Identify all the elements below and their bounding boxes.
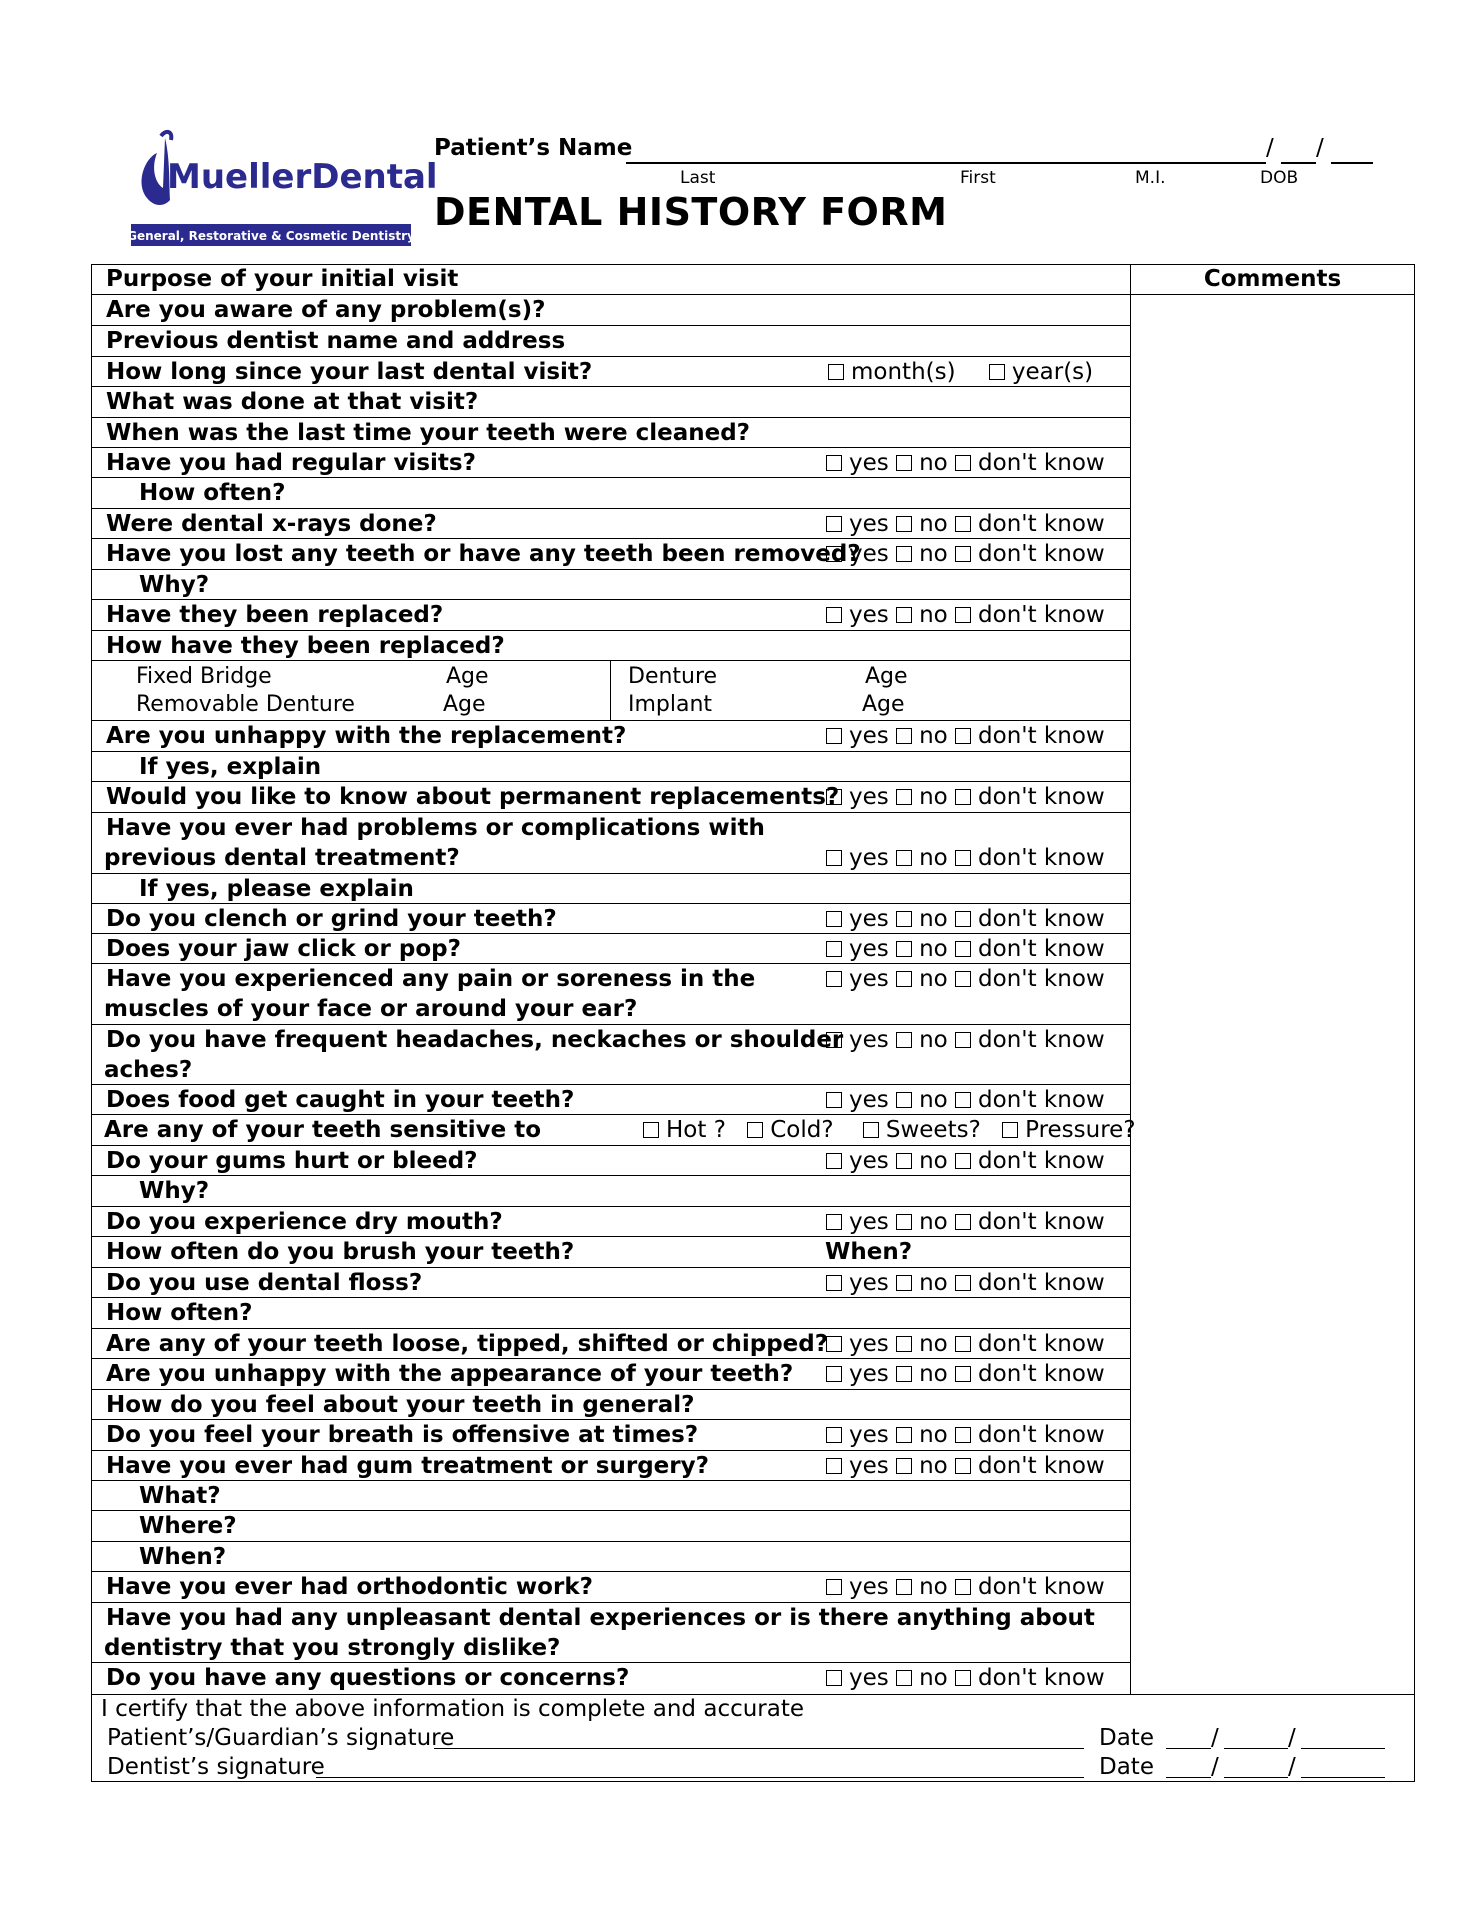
yes-checkbox[interactable] xyxy=(826,1032,842,1048)
yes-no-dontknow-group xyxy=(826,1451,1105,1481)
patient-date-month[interactable] xyxy=(1166,1748,1211,1749)
question-label: Do you clench or grind your teeth? xyxy=(106,906,557,932)
dentist-signature-label: Dentist’s signature xyxy=(107,1754,325,1780)
no-label: no xyxy=(919,450,948,476)
dont-know-checkbox[interactable] xyxy=(955,850,971,866)
question-label: Have you ever had gum treatment or surgery? xyxy=(106,1453,709,1479)
yes-label: yes xyxy=(849,602,889,628)
question-label: Previous dentist name and address xyxy=(106,328,566,354)
duration-options xyxy=(828,357,1093,387)
no-label: no xyxy=(919,1331,948,1357)
dentist-date-day[interactable] xyxy=(1224,1777,1288,1778)
dont-know-checkbox[interactable] xyxy=(955,516,971,532)
question-row xyxy=(91,478,1130,509)
yes-no-dontknow-group xyxy=(826,1146,1105,1176)
no-checkbox[interactable] xyxy=(896,1366,912,1382)
yes-checkbox[interactable] xyxy=(826,1366,842,1382)
no-label: no xyxy=(919,1027,948,1053)
dont-know-label: don't know xyxy=(978,1331,1105,1357)
dont-know-checkbox[interactable] xyxy=(955,941,971,957)
yes-label: yes xyxy=(849,450,889,476)
yes-checkbox[interactable] xyxy=(826,1153,842,1169)
no-checkbox[interactable] xyxy=(896,1336,912,1352)
dont-know-checkbox[interactable] xyxy=(955,607,971,623)
yes-checkbox[interactable] xyxy=(826,455,842,471)
no-checkbox[interactable] xyxy=(896,941,912,957)
no-label: no xyxy=(919,1209,948,1235)
yes-label: yes xyxy=(849,966,889,992)
mueller-dental-logo xyxy=(125,128,438,246)
question-label: How often do you brush your teeth? xyxy=(106,1239,575,1265)
sweets-checkbox[interactable] xyxy=(863,1122,879,1138)
logo-wordmark: MuellerDental xyxy=(167,157,438,197)
yes-label: yes xyxy=(849,936,889,962)
pressure-label: Pressure? xyxy=(1025,1117,1136,1143)
sub-label-first: First xyxy=(960,168,996,188)
question-row xyxy=(91,1176,1130,1207)
dont-know-checkbox[interactable] xyxy=(955,728,971,744)
yes-checkbox[interactable] xyxy=(826,516,842,532)
question-label-cont: previous dental treatment? xyxy=(104,845,460,871)
question-row xyxy=(91,448,1130,478)
yes-label: yes xyxy=(849,1270,889,1296)
no-checkbox[interactable] xyxy=(896,546,912,562)
dont-know-label: don't know xyxy=(978,1453,1105,1479)
age-label: Age xyxy=(446,664,489,689)
dont-know-checkbox[interactable] xyxy=(955,1214,971,1230)
no-checkbox[interactable] xyxy=(896,789,912,805)
question-label: How often? xyxy=(106,1300,253,1326)
patient-signature-field[interactable] xyxy=(434,1748,1084,1749)
dob-slash-1: / xyxy=(1266,135,1274,161)
yes-no-dontknow-group xyxy=(826,1268,1105,1298)
dentist-date-year[interactable] xyxy=(1301,1777,1385,1778)
question-label: Have you ever had problems or complications with xyxy=(106,815,765,841)
month-label: month(s) xyxy=(851,359,956,385)
dob-year-field[interactable] xyxy=(1331,162,1373,164)
no-checkbox[interactable] xyxy=(896,971,912,987)
form-title: DENTAL HISTORY FORM xyxy=(434,190,948,234)
yes-no-dontknow-group xyxy=(826,1207,1105,1237)
question-row xyxy=(91,539,1130,570)
question-label: Do you feel your breath is offensive at times? xyxy=(106,1422,699,1448)
question-label: Do you use dental floss? xyxy=(106,1270,423,1296)
yes-no-dontknow-group xyxy=(826,1420,1105,1450)
replacement-divider xyxy=(610,661,611,721)
question-row xyxy=(91,1146,1130,1176)
yes-no-dontknow-group xyxy=(826,1663,1105,1693)
question-row xyxy=(91,264,1130,295)
no-label: no xyxy=(919,1665,948,1691)
no-checkbox[interactable] xyxy=(896,607,912,623)
question-label: Would you like to know about permanent replacements? xyxy=(106,784,840,810)
yes-label: yes xyxy=(849,511,889,537)
patient-name-label: Patient’s Name xyxy=(434,135,633,161)
yes-no-dontknow-group xyxy=(826,843,1105,873)
yes-no-dontknow-group xyxy=(826,1329,1105,1359)
yes-checkbox[interactable] xyxy=(826,911,842,927)
yes-no-dontknow-group xyxy=(826,539,1105,569)
question-label: When? xyxy=(139,1544,227,1570)
question-label: Do your gums hurt or bleed? xyxy=(106,1148,478,1174)
yes-no-dontknow-group xyxy=(826,600,1105,630)
question-label: What was done at that visit? xyxy=(106,389,479,415)
no-checkbox[interactable] xyxy=(896,455,912,471)
patient-date-day[interactable] xyxy=(1224,1748,1288,1749)
no-label: no xyxy=(919,1422,948,1448)
yes-label: yes xyxy=(849,1027,889,1053)
certify-statement: I certify that the above information is complete and accurate xyxy=(101,1696,805,1722)
age-label: Age xyxy=(443,692,486,717)
dont-know-checkbox[interactable] xyxy=(955,1366,971,1382)
yes-checkbox[interactable] xyxy=(826,1458,842,1474)
dont-know-label: don't know xyxy=(978,936,1105,962)
question-row xyxy=(91,357,1130,387)
no-label: no xyxy=(919,966,948,992)
question-label: Purpose of your initial visit xyxy=(106,266,459,292)
no-checkbox[interactable] xyxy=(896,516,912,532)
yes-checkbox[interactable] xyxy=(826,850,842,866)
yes-checkbox[interactable] xyxy=(826,1427,842,1443)
question-label: Are any of your teeth loose, tipped, shifted or chipped? xyxy=(106,1331,829,1357)
question-row xyxy=(91,1237,1130,1268)
question-label: Do you experience dry mouth? xyxy=(106,1209,503,1235)
yes-label: yes xyxy=(849,1361,889,1387)
question-label: How do you feel about your teeth in general? xyxy=(106,1392,695,1418)
question-row xyxy=(91,1451,1130,1481)
question-row xyxy=(91,570,1130,600)
yes-no-dontknow-group xyxy=(826,1572,1105,1602)
question-row xyxy=(91,1390,1130,1420)
question-label: Do you have frequent headaches, neckaches or shoulder xyxy=(106,1027,844,1053)
question-row xyxy=(91,509,1130,539)
yes-checkbox[interactable] xyxy=(826,1336,842,1352)
yes-checkbox[interactable] xyxy=(826,546,842,562)
dentist-signature-field[interactable] xyxy=(316,1777,1084,1778)
yes-label: yes xyxy=(849,1087,889,1113)
dont-know-label: don't know xyxy=(978,602,1105,628)
yes-label: yes xyxy=(849,1422,889,1448)
question-row xyxy=(91,600,1130,631)
question-row xyxy=(91,1572,1130,1603)
question-label: Why? xyxy=(139,572,210,598)
yes-no-dontknow-group xyxy=(826,782,1105,812)
yes-checkbox[interactable] xyxy=(826,1214,842,1230)
no-checkbox[interactable] xyxy=(896,1275,912,1291)
dob-day-field[interactable] xyxy=(1281,162,1316,164)
question-row xyxy=(91,721,1130,752)
no-checkbox[interactable] xyxy=(896,1214,912,1230)
comments-column-divider xyxy=(1130,264,1131,1694)
question-label: How have they been replaced? xyxy=(106,633,505,659)
dont-know-label: don't know xyxy=(978,450,1105,476)
question-label: If yes, explain xyxy=(139,754,322,780)
yes-no-dontknow-group xyxy=(826,509,1105,539)
dont-know-label: don't know xyxy=(978,1574,1105,1600)
yes-no-dontknow-group xyxy=(826,964,1105,994)
question-row xyxy=(91,1511,1130,1542)
patient-signature-label: Patient’s/Guardian’s signature xyxy=(107,1725,455,1751)
question-label: Do you have any questions or concerns? xyxy=(106,1665,630,1691)
yes-checkbox[interactable] xyxy=(826,1092,842,1108)
question-row xyxy=(91,1542,1130,1572)
fixed-bridge-label: Fixed Bridge xyxy=(136,664,272,689)
patient-name-field[interactable] xyxy=(626,162,1266,164)
yes-label: yes xyxy=(849,845,889,871)
dont-know-label: don't know xyxy=(978,784,1105,810)
dont-know-checkbox[interactable] xyxy=(955,1153,971,1169)
question-row xyxy=(91,1025,1130,1085)
date-slash: / xyxy=(1288,1725,1296,1751)
question-label: What? xyxy=(139,1483,221,1509)
year-checkbox[interactable] xyxy=(989,364,1005,380)
dentist-date-month[interactable] xyxy=(1166,1777,1211,1778)
question-row xyxy=(91,1420,1130,1451)
question-label-cont: dentistry that you strongly dislike? xyxy=(104,1635,561,1661)
hot-label: Hot ? xyxy=(666,1117,726,1143)
no-label: no xyxy=(919,784,948,810)
implant-label: Implant xyxy=(628,692,713,717)
no-checkbox[interactable] xyxy=(896,1670,912,1686)
month-checkbox[interactable] xyxy=(828,364,844,380)
logo-tagline: General, Restorative & Cosmetic Dentistry xyxy=(127,229,415,243)
sensitivity-options xyxy=(643,1115,1136,1145)
no-label: no xyxy=(919,723,948,749)
dont-know-checkbox[interactable] xyxy=(955,1670,971,1686)
question-row xyxy=(91,752,1130,782)
dont-know-checkbox[interactable] xyxy=(955,1032,971,1048)
no-checkbox[interactable] xyxy=(896,850,912,866)
dont-know-label: don't know xyxy=(978,1361,1105,1387)
yes-checkbox[interactable] xyxy=(826,789,842,805)
yes-checkbox[interactable] xyxy=(826,1275,842,1291)
replacement-type-row xyxy=(91,661,1130,721)
question-label: Have you had any unpleasant dental experiences or is there anything about xyxy=(106,1605,1095,1631)
logo-graphic xyxy=(125,128,438,246)
question-label: Are you unhappy with the appearance of your teeth? xyxy=(106,1361,794,1387)
question-label: Have you experienced any pain or soreness in the xyxy=(106,966,756,992)
question-label: Where? xyxy=(139,1513,237,1539)
question-row xyxy=(91,326,1130,357)
dont-know-checkbox[interactable] xyxy=(955,1458,971,1474)
dont-know-label: don't know xyxy=(978,541,1105,567)
no-label: no xyxy=(919,1270,948,1296)
dont-know-label: don't know xyxy=(978,1209,1105,1235)
brush-when-label: When? xyxy=(825,1239,913,1265)
question-row xyxy=(91,631,1130,661)
question-row xyxy=(91,1603,1130,1663)
no-label: no xyxy=(919,936,948,962)
question-label: Are you unhappy with the replacement? xyxy=(106,723,627,749)
dont-know-label: don't know xyxy=(978,1665,1105,1691)
question-label: Are any of your teeth sensitive to xyxy=(104,1117,542,1143)
patient-date-year[interactable] xyxy=(1301,1748,1385,1749)
question-row xyxy=(91,387,1130,418)
no-label: no xyxy=(919,1087,948,1113)
question-label: Have you ever had orthodontic work? xyxy=(106,1574,593,1600)
dont-know-label: don't know xyxy=(978,723,1105,749)
pressure-checkbox[interactable] xyxy=(1002,1122,1018,1138)
cold-label: Cold? xyxy=(770,1117,834,1143)
no-label: no xyxy=(919,1453,948,1479)
question-label: Have they been replaced? xyxy=(106,602,444,628)
question-label: Are you aware of any problem(s)? xyxy=(106,297,546,323)
no-label: no xyxy=(919,1148,948,1174)
patient-date-label: Date xyxy=(1099,1725,1154,1751)
question-row xyxy=(91,874,1130,904)
yes-checkbox[interactable] xyxy=(826,1670,842,1686)
dont-know-checkbox[interactable] xyxy=(955,1579,971,1595)
dont-know-label: don't know xyxy=(978,966,1105,992)
question-label: Have you had regular visits? xyxy=(106,450,476,476)
dont-know-checkbox[interactable] xyxy=(955,455,971,471)
comments-header: Comments xyxy=(1130,264,1415,295)
question-row xyxy=(91,934,1130,964)
date-slash: / xyxy=(1211,1725,1219,1751)
question-row xyxy=(91,1115,1136,1146)
question-row xyxy=(91,418,1130,448)
yes-no-dontknow-group xyxy=(826,1359,1105,1389)
yes-checkbox[interactable] xyxy=(826,941,842,957)
removable-denture-label: Removable Denture xyxy=(136,692,355,717)
dentist-date-label: Date xyxy=(1099,1754,1154,1780)
certification-section xyxy=(91,1694,1415,1782)
yes-label: yes xyxy=(849,1209,889,1235)
yes-no-dontknow-group xyxy=(826,1085,1105,1115)
yes-checkbox[interactable] xyxy=(826,971,842,987)
dont-know-label: don't know xyxy=(978,1087,1105,1113)
no-checkbox[interactable] xyxy=(896,728,912,744)
question-row xyxy=(91,964,1130,1025)
yes-no-dontknow-group xyxy=(826,448,1105,478)
question-row xyxy=(91,1207,1130,1237)
question-row xyxy=(91,1329,1130,1359)
question-row xyxy=(91,782,1130,813)
no-checkbox[interactable] xyxy=(896,1427,912,1443)
no-label: no xyxy=(919,1361,948,1387)
date-slash: / xyxy=(1211,1754,1219,1780)
no-checkbox[interactable] xyxy=(896,1579,912,1595)
question-label: Does your jaw click or pop? xyxy=(106,936,461,962)
yes-label: yes xyxy=(849,906,889,932)
no-label: no xyxy=(919,602,948,628)
question-label: Have you lost any teeth or have any teeth been removed? xyxy=(106,541,861,567)
dont-know-checkbox[interactable] xyxy=(955,1336,971,1352)
question-row xyxy=(91,295,1130,326)
dont-know-checkbox[interactable] xyxy=(955,911,971,927)
sub-label-dob: DOB xyxy=(1260,168,1299,188)
yes-no-dontknow-group xyxy=(826,934,1105,964)
no-checkbox[interactable] xyxy=(896,1153,912,1169)
yes-label: yes xyxy=(849,1331,889,1357)
dont-know-label: don't know xyxy=(978,1027,1105,1053)
no-label: no xyxy=(919,541,948,567)
dont-know-label: don't know xyxy=(978,906,1105,932)
dob-slash-2: / xyxy=(1316,135,1324,161)
question-label: Were dental x-rays done? xyxy=(106,511,437,537)
question-row xyxy=(91,904,1130,934)
dont-know-checkbox[interactable] xyxy=(955,1092,971,1108)
question-row xyxy=(91,1268,1130,1298)
yes-label: yes xyxy=(849,1665,889,1691)
no-label: no xyxy=(919,906,948,932)
question-label: If yes, please explain xyxy=(139,876,414,902)
question-row xyxy=(91,813,1130,874)
dont-know-checkbox[interactable] xyxy=(955,789,971,805)
yes-label: yes xyxy=(849,541,889,567)
sub-label-mi: M.I. xyxy=(1135,168,1166,188)
question-label: Does food get caught in your teeth? xyxy=(106,1087,575,1113)
question-row xyxy=(91,1085,1130,1115)
hot-checkbox[interactable] xyxy=(643,1122,659,1138)
sub-label-last: Last xyxy=(680,168,716,188)
question-row xyxy=(91,1298,1130,1329)
yes-label: yes xyxy=(849,1148,889,1174)
question-label-cont: aches? xyxy=(104,1057,193,1083)
dont-know-label: don't know xyxy=(978,511,1105,537)
yes-checkbox[interactable] xyxy=(826,607,842,623)
question-label-cont: muscles of your face or around your ear? xyxy=(104,996,638,1022)
question-row xyxy=(91,1481,1130,1511)
age-label: Age xyxy=(865,664,908,689)
no-label: no xyxy=(919,511,948,537)
date-slash: / xyxy=(1288,1754,1296,1780)
yes-label: yes xyxy=(849,784,889,810)
question-row xyxy=(91,1359,1130,1390)
dont-know-label: don't know xyxy=(978,845,1105,871)
yes-checkbox[interactable] xyxy=(826,1579,842,1595)
dont-know-checkbox[interactable] xyxy=(955,971,971,987)
dont-know-checkbox[interactable] xyxy=(955,1275,971,1291)
yes-label: yes xyxy=(849,1574,889,1600)
age-label: Age xyxy=(862,692,905,717)
question-label: How long since your last dental visit? xyxy=(106,359,593,385)
dont-know-label: don't know xyxy=(978,1148,1105,1174)
yes-no-dontknow-group xyxy=(826,1025,1105,1055)
question-row xyxy=(91,1663,1130,1694)
question-label: Why? xyxy=(139,1178,210,1204)
yes-label: yes xyxy=(849,1453,889,1479)
question-label: When was the last time your teeth were cleaned? xyxy=(106,420,751,446)
yes-label: yes xyxy=(849,723,889,749)
dont-know-label: don't know xyxy=(978,1422,1105,1448)
no-label: no xyxy=(919,1574,948,1600)
no-checkbox[interactable] xyxy=(896,911,912,927)
cold-checkbox[interactable] xyxy=(747,1122,763,1138)
no-label: no xyxy=(919,845,948,871)
yes-no-dontknow-group xyxy=(826,721,1105,751)
no-checkbox[interactable] xyxy=(896,1092,912,1108)
sweets-label: Sweets? xyxy=(885,1117,981,1143)
dont-know-label: don't know xyxy=(978,1270,1105,1296)
no-checkbox[interactable] xyxy=(896,1032,912,1048)
denture-label: Denture xyxy=(628,664,718,689)
dont-know-checkbox[interactable] xyxy=(955,1427,971,1443)
dont-know-checkbox[interactable] xyxy=(955,546,971,562)
question-label: How often? xyxy=(139,480,286,506)
no-checkbox[interactable] xyxy=(896,1458,912,1474)
year-label: year(s) xyxy=(1011,359,1094,385)
yes-no-dontknow-group xyxy=(826,904,1105,934)
yes-checkbox[interactable] xyxy=(826,728,842,744)
